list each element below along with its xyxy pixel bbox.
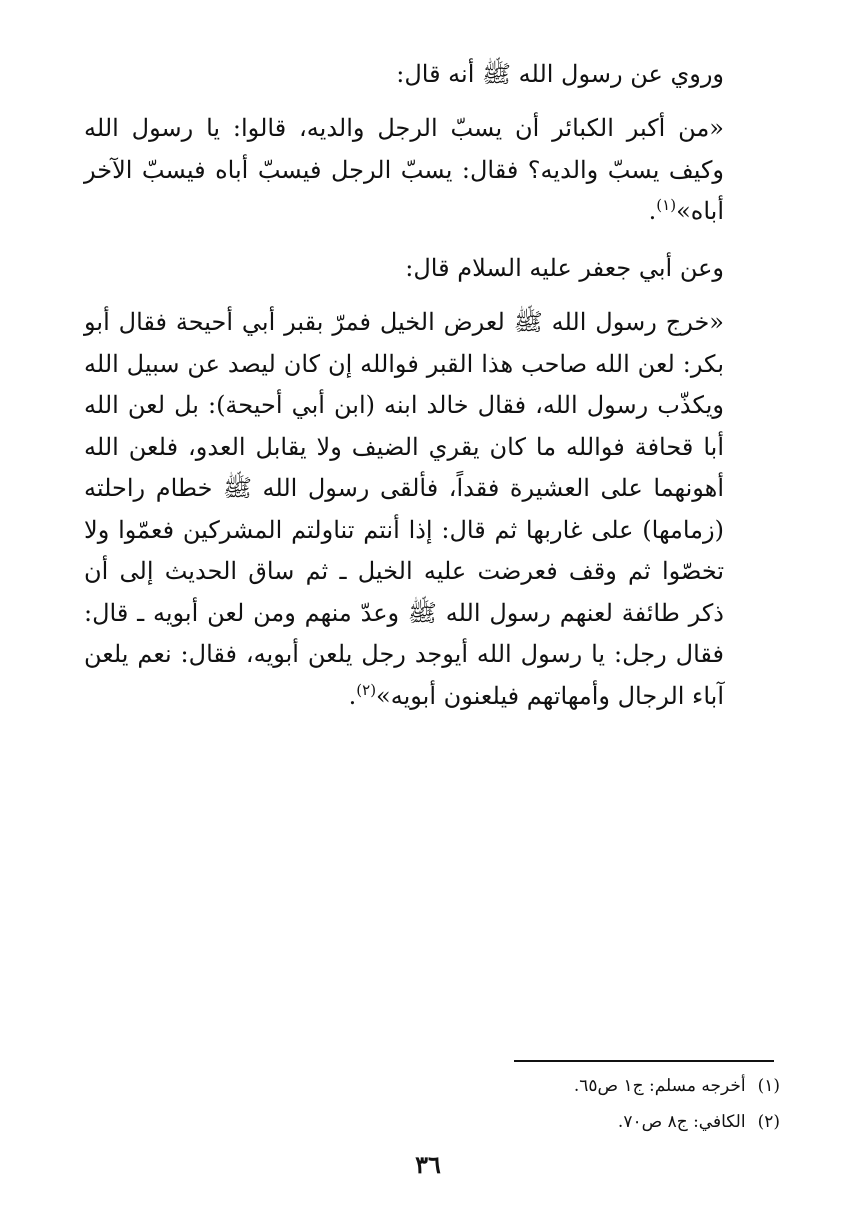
footnotes bbox=[300, 1068, 780, 1140]
hadith-paragraph-1 bbox=[84, 108, 724, 233]
footnote-divider bbox=[514, 1060, 774, 1062]
hadith-quote-1 bbox=[84, 108, 724, 233]
footnote-ref-1[interactable]: (١) bbox=[656, 196, 677, 214]
footnote-ref-2[interactable]: (٢) bbox=[356, 680, 377, 699]
intro-line-1 bbox=[84, 54, 724, 96]
hadith-paragraph-2 bbox=[84, 302, 724, 717]
footnote-number: (٢) bbox=[757, 1112, 780, 1132]
footnote-text: أخرجه مسلم: ج١ ص٦٥. bbox=[573, 1076, 746, 1096]
footnote-text: الكافي: ج٨ ص٧٠. bbox=[617, 1112, 746, 1132]
hadith-text-1: «من أكبر الكبائر أن يسبّ الرجل والديه، قالوا: يا رسول الله وكيف يسبّ والديه؟ فقال: يسبّ الرجل فيسبّ أباه فيسبّ الآخر أباه» bbox=[84, 114, 724, 225]
intro-text-2: وعن أبي جعفر عليه السلام قال: bbox=[405, 254, 724, 282]
intro-text-1: وروي عن رسول الله ﷺ أنه قال: bbox=[396, 60, 724, 88]
footnote-number: (١) bbox=[757, 1076, 780, 1096]
intro-line-2 bbox=[84, 248, 724, 290]
hadith-end-1: . bbox=[648, 197, 657, 225]
page-number: ٣٦ bbox=[415, 1150, 441, 1179]
hadith-quote-2 bbox=[84, 302, 724, 717]
hadith-text-2: «خرج رسول الله ﷺ لعرض الخيل فمرّ بقبر أبي أحيحة فقال أبو بكر: لعن الله صاحب هذا القبر فوالله إن كان ليصد عن سبيل الله ويكذّب رسول الله، فقال خالد ابنه (ابن أبي أحيحة): بل لعن الله أبا قحافة فوالله ما كان يقري الضيف ولا يقابل العدو، فلعن الله أهونهما على العشيرة فقداً، فألقى رسول الله ﷺ خطام راحلته (زمامها) على غاربها ثم قال: إذا أنتم تناولتم المشركين فعمّوا ولا تخصّوا ثم وقف فعرضت عليه الخيل ـ ثم ساق الحديث إلى أن ذكر طائفة لعنهم رسول الله ﷺ وعدّ منهم ومن لعن أبويه ـ قال: فقال رجل: يا رسول الله أيوجد رجل يلعن أبويه، فقال: نعم يلعن آباء الرجال وأمهاتهم فيلعنون أبويه» bbox=[84, 308, 725, 710]
hadith-end-2: . bbox=[348, 681, 357, 710]
footnote-item bbox=[300, 1104, 780, 1140]
footnote-item bbox=[300, 1068, 780, 1104]
